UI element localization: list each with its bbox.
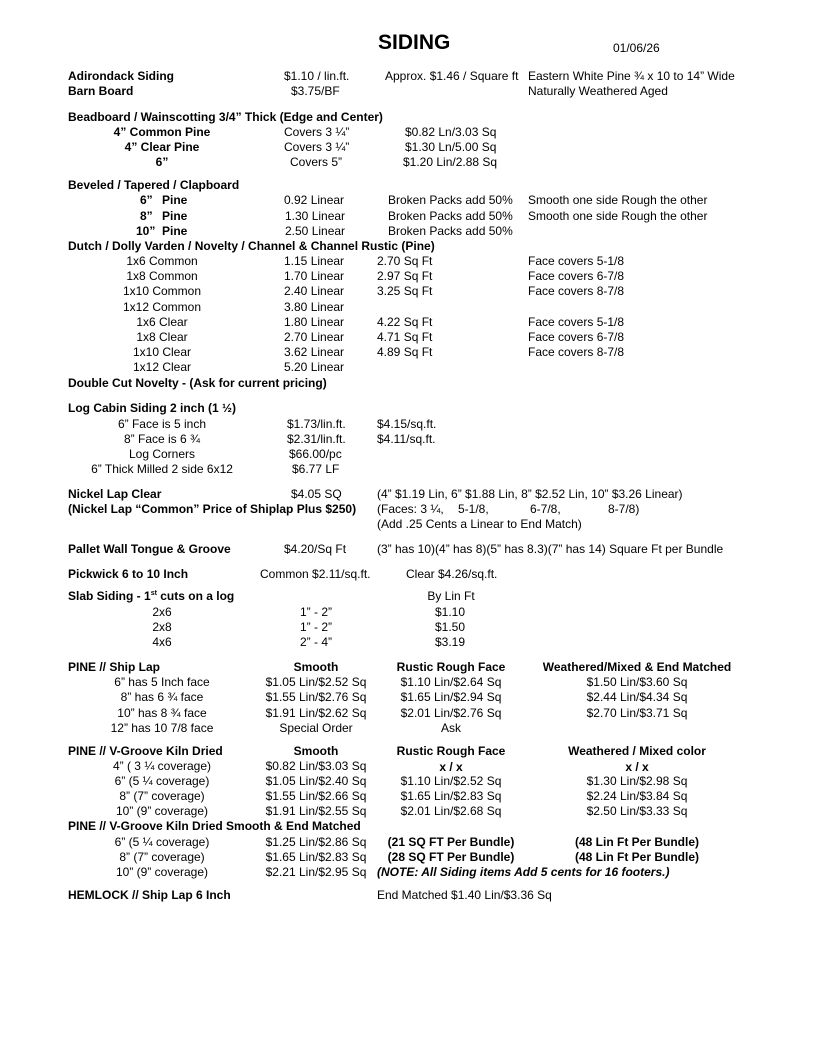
slab-size: 4x6 [152, 635, 172, 649]
dutch-face: Face covers 8-7/8 [528, 284, 625, 298]
dutch-price: 3.80 Linear [284, 300, 345, 314]
shiplap-rustic: $1.65 Lin/$2.94 Sq [400, 690, 502, 704]
pickwick-name: Pickwick 6 to 10 Inch [68, 567, 189, 581]
pallet-desc: (3” has 10)(4” has 8)(5” has 8.3)(7” has 14) Square Ft per Bundle [377, 542, 724, 556]
vgroove-em-name: 6” (5 ¼ coverage) [114, 835, 210, 849]
slab-size: 2x6 [152, 605, 172, 619]
shiplap-smooth: $1.55 Lin/$2.76 Sq [265, 690, 367, 704]
vgroove-em-heading: PINE // V-Groove Kiln Dried Smooth & End Matched [68, 819, 361, 833]
vgroove-name: 6” (5 ¼ coverage) [114, 774, 210, 788]
beveled-desc: Smooth one side Rough the other [528, 193, 708, 207]
dutch-price: 2.40 Linear [284, 284, 345, 298]
vgroove-smooth: $1.55 Lin/$2.66 Sq [265, 789, 367, 803]
dutch-name: 1x6 Clear [136, 315, 188, 329]
dutch-face: Face covers 8-7/8 [528, 345, 625, 359]
beadboard-price: $1.20 Lin/2.88 Sq [403, 155, 498, 169]
beveled-desc: Smooth one side Rough the other [528, 209, 708, 223]
vgroove-em-name: 10” (9” coverage) [115, 865, 209, 879]
slab-price: $1.10 [434, 605, 466, 619]
beveled-note: Broken Packs add 50% [388, 193, 513, 207]
dutch-heading: Dutch / Dolly Varden / Novelty / Channel & Channel Rustic (Pine) [68, 239, 435, 253]
dutch-price: 1.70 Linear [284, 269, 345, 283]
vgroove-name: 4” ( 3 ¼ coverage) [112, 759, 212, 773]
dutch-price: 2.70 Linear [284, 330, 345, 344]
log-cabin-heading: Log Cabin Siding 2 inch (1 ½) [68, 401, 237, 415]
nickel-faces: 8-7/8) [608, 502, 640, 516]
shiplap-weathered: $2.44 Lin/$4.34 Sq [586, 690, 688, 704]
beveled-size: 8” [140, 209, 153, 223]
vgroove-weathered: x / x [625, 760, 649, 774]
beadboard-covers: Covers 3 ¼” [284, 125, 350, 139]
adirondack-approx: Approx. $1.46 / Square ft [385, 69, 519, 83]
slab-range: 1” - 2” [299, 620, 333, 634]
vgroove-smooth: $1.91 Lin/$2.55 Sq [265, 804, 367, 818]
shiplap-col: Smooth [293, 660, 339, 674]
log-cabin-name: Log Corners [128, 447, 196, 461]
barn-name: Barn Board [68, 84, 134, 98]
slab-price: $3.19 [434, 635, 466, 649]
pallet-price: $4.20/Sq Ft [284, 542, 347, 556]
barn-price: $3.75/BF [291, 84, 340, 98]
adirondack-name: Adirondack Siding [68, 69, 175, 83]
dutch-sq: 4.89 Sq Ft [377, 345, 433, 359]
nickel-price: $4.05 SQ [291, 487, 342, 501]
dutch-sq: 4.22 Sq Ft [377, 315, 433, 329]
page-title: SIDING [378, 31, 451, 54]
hemlock-price: End Matched $1.40 Lin/$3.36 Sq [377, 888, 552, 902]
beadboard-price: $1.30 Ln/5.00 Sq [405, 140, 497, 154]
vgroove-rustic: $1.10 Lin/$2.52 Sq [400, 774, 502, 788]
slab-col-header: By Lin Ft [427, 589, 475, 603]
dutch-sq: 2.70 Sq Ft [377, 254, 433, 268]
vgroove-col: Smooth [293, 744, 339, 758]
slab-size: 2x8 [152, 620, 172, 634]
shiplap-name: 8” has 6 ¾ face [120, 690, 204, 704]
vgroove-em-smooth: $2.21 Lin/$2.95 Sq [265, 865, 367, 879]
barn-desc: Naturally Weathered Aged [528, 84, 668, 98]
dutch-name: 1x6 Common [126, 254, 198, 268]
vgroove-rustic: x / x [439, 760, 463, 774]
dutch-price: 1.15 Linear [284, 254, 345, 268]
vgroove-rustic: $1.65 Lin/$2.83 Sq [400, 789, 502, 803]
slab-heading: Slab Siding - 1st cuts on a log [68, 589, 235, 603]
vgroove-smooth: $1.05 Lin/$2.40 Sq [265, 774, 367, 788]
log-cabin-name: 8” Face is 6 ¾ [123, 432, 201, 446]
beveled-price: 2.50 Linear [285, 224, 346, 238]
log-cabin-name: 6” Thick Milled 2 side 6x12 [91, 462, 233, 476]
dutch-name: 1x8 Clear [136, 330, 188, 344]
shiplap-name: 6” has 5 Inch face [114, 675, 210, 689]
shiplap-name: 12” has 10 7/8 face [110, 721, 214, 735]
shiplap-smooth: Special Order [279, 721, 353, 735]
dutch-name: 1x10 Clear [132, 345, 192, 359]
vgroove-em-bundle-sqft: (21 SQ FT Per Bundle) [387, 835, 515, 849]
dutch-price: 5.20 Linear [284, 360, 345, 374]
slab-range: 2” - 4” [299, 635, 333, 649]
beveled-wood: Pine [162, 193, 188, 207]
shiplap-rustic: Ask [440, 721, 462, 735]
shiplap-weathered: $2.70 Lin/$3.71 Sq [586, 706, 688, 720]
nickel-add: (Add .25 Cents a Linear to End Match) [377, 517, 582, 531]
dutch-sq: 2.97 Sq Ft [377, 269, 433, 283]
vgroove-heading: PINE // V-Groove Kiln Dried [68, 744, 223, 758]
vgroove-em-bundle-linft: (48 Lin Ft Per Bundle) [574, 835, 700, 849]
dutch-price: 1.80 Linear [284, 315, 345, 329]
shiplap-smooth: $1.05 Lin/$2.52 Sq [265, 675, 367, 689]
vgroove-em-bundle-linft: (48 Lin Ft Per Bundle) [574, 850, 700, 864]
vgroove-name: 8” (7” coverage) [119, 789, 205, 803]
pallet-name: Pallet Wall Tongue & Groove [68, 542, 231, 556]
beveled-wood: Pine [162, 224, 188, 238]
dutch-name: 1x12 Common [122, 300, 202, 314]
dutch-face: Face covers 5-1/8 [528, 254, 625, 268]
date: 01/06/26 [613, 41, 660, 55]
log-cabin-price: $2.31/lin.ft. [287, 432, 346, 446]
dutch-price: 3.62 Linear [284, 345, 345, 359]
log-cabin-name: 6” Face is 5 inch [117, 417, 207, 431]
beveled-size: 10” [136, 224, 156, 238]
shiplap-rustic: $1.10 Lin/$2.64 Sq [400, 675, 502, 689]
vgroove-em-bundle-sqft: (28 SQ FT Per Bundle) [387, 850, 515, 864]
vgroove-weathered: $1.30 Lin/$2.98 Sq [586, 774, 688, 788]
vgroove-em-smooth: $1.25 Lin/$2.86 Sq [265, 835, 367, 849]
nickel-faces: 5-1/8, [458, 502, 489, 516]
nickel-common: (Nickel Lap “Common” Price of Shiplap Plus $250) [68, 502, 357, 516]
beadboard-covers: Covers 5” [290, 155, 343, 169]
vgroove-em-name: 8” (7” coverage) [119, 850, 205, 864]
beveled-heading: Beveled / Tapered / Clapboard [68, 178, 240, 192]
beveled-wood: Pine [162, 209, 188, 223]
nickel-name: Nickel Lap Clear [68, 487, 162, 501]
beadboard-name: 6” [155, 155, 169, 169]
dutch-face: Face covers 5-1/8 [528, 315, 625, 329]
dutch-face: Face covers 6-7/8 [528, 269, 625, 283]
shiplap-heading: PINE // Ship Lap [68, 660, 161, 674]
dutch-face: Face covers 6-7/8 [528, 330, 625, 344]
beadboard-covers: Covers 3 ¼” [284, 140, 350, 154]
log-cabin-sq: $4.15/sq.ft. [377, 417, 437, 431]
slab-range: 1” - 2” [299, 605, 333, 619]
shiplap-col: Rustic Rough Face [396, 660, 506, 674]
siding-note: (NOTE: All Siding items Add 5 cents for 16 footers.) [377, 865, 670, 879]
slab-price: $1.50 [434, 620, 466, 634]
vgroove-em-smooth: $1.65 Lin/$2.83 Sq [265, 850, 367, 864]
log-cabin-price: $6.77 LF [292, 462, 340, 476]
beveled-size: 6” [140, 193, 153, 207]
dutch-name: 1x12 Clear [132, 360, 192, 374]
log-cabin-price: $1.73/lin.ft. [287, 417, 346, 431]
double-cut-note: Double Cut Novelty - (Ask for current pricing) [68, 376, 327, 390]
adirondack-price: $1.10 / lin.ft. [284, 69, 350, 83]
nickel-faces: (Faces: 3 ¼, [377, 502, 444, 516]
pickwick-clear: Clear $4.26/sq.ft. [406, 567, 498, 581]
hemlock-name: HEMLOCK // Ship Lap 6 Inch [68, 888, 231, 902]
beveled-price: 0.92 Linear [284, 193, 345, 207]
beadboard-name: 4” Common Pine [113, 125, 211, 139]
shiplap-smooth: $1.91 Lin/$2.62 Sq [265, 706, 367, 720]
dutch-name: 1x8 Common [126, 269, 198, 283]
vgroove-name: 10” (9” coverage) [115, 804, 209, 818]
dutch-sq: 4.71 Sq Ft [377, 330, 433, 344]
beadboard-price: $0.82 Ln/3.03 Sq [405, 125, 497, 139]
nickel-faces: 6-7/8, [530, 502, 561, 516]
log-cabin-price: $66.00/pc [289, 447, 342, 461]
dutch-sq: 3.25 Sq Ft [377, 284, 433, 298]
vgroove-smooth: $0.82 Lin/$3.03 Sq [265, 759, 367, 773]
vgroove-col: Weathered / Mixed color [568, 744, 706, 758]
beveled-note: Broken Packs add 50% [388, 224, 513, 238]
vgroove-rustic: $2.01 Lin/$2.68 Sq [400, 804, 502, 818]
vgroove-weathered: $2.24 Lin/$3.84 Sq [586, 789, 688, 803]
pickwick-common: Common $2.11/sq.ft. [260, 567, 371, 581]
adirondack-desc: Eastern White Pine ¾ x 10 to 14” Wide [528, 69, 735, 83]
vgroove-col: Rustic Rough Face [396, 744, 506, 758]
shiplap-col: Weathered/Mixed & End Matched [542, 660, 732, 674]
vgroove-weathered: $2.50 Lin/$3.33 Sq [586, 804, 688, 818]
nickel-lengths: (4” $1.19 Lin, 6” $1.88 Lin, 8” $2.52 Lin, 10” $3.26 Linear) [377, 487, 683, 501]
shiplap-name: 10” has 8 ¾ face [117, 706, 207, 720]
beveled-note: Broken Packs add 50% [388, 209, 513, 223]
beadboard-heading: Beadboard / Wainscotting 3/4” Thick (Edge and Center) [68, 110, 383, 124]
dutch-name: 1x10 Common [122, 284, 202, 298]
log-cabin-sq: $4.11/sq.ft. [377, 432, 436, 446]
beadboard-name: 4” Clear Pine [124, 140, 200, 154]
beveled-price: 1.30 Linear [285, 209, 346, 223]
shiplap-rustic: $2.01 Lin/$2.76 Sq [400, 706, 502, 720]
shiplap-weathered: $1.50 Lin/$3.60 Sq [586, 675, 688, 689]
